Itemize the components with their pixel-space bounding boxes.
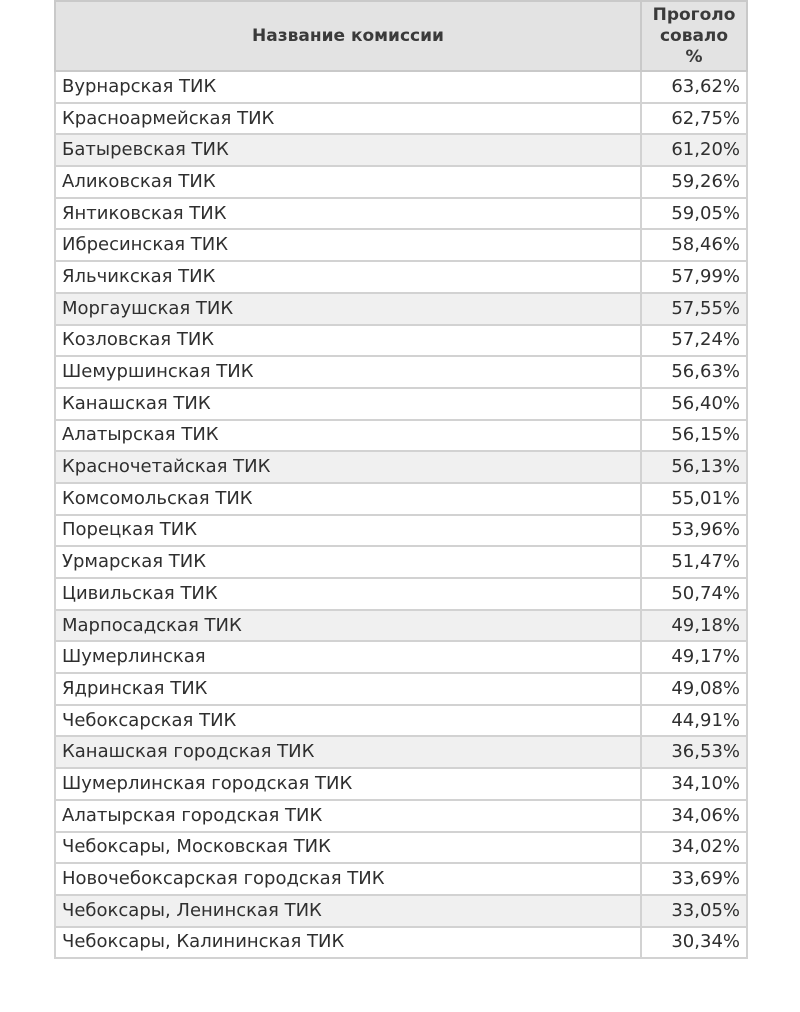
turnout-percent-cell: 61,20% xyxy=(641,134,747,166)
turnout-percent-cell: 63,62% xyxy=(641,71,747,103)
commission-name-cell: Козловская ТИК xyxy=(55,325,641,357)
turnout-percent-cell: 59,26% xyxy=(641,166,747,198)
table-row xyxy=(55,705,747,737)
table-row xyxy=(55,103,747,135)
turnout-percent-cell: 34,06% xyxy=(641,800,747,832)
turnout-percent-cell: 62,75% xyxy=(641,103,747,135)
table-header xyxy=(55,1,747,71)
commission-name-cell: Шемуршинская ТИК xyxy=(55,356,641,388)
table-row xyxy=(55,293,747,325)
commission-name-cell: Канашская ТИК xyxy=(55,388,641,420)
commission-name-cell: Чебоксары, Московская ТИК xyxy=(55,832,641,864)
turnout-table xyxy=(54,0,748,959)
commission-name-cell: Канашская городская ТИК xyxy=(55,736,641,768)
turnout-percent-cell: 30,34% xyxy=(641,927,747,959)
commission-name-cell: Батыревская ТИК xyxy=(55,134,641,166)
header-commission-name: Название комиссии xyxy=(55,1,641,71)
turnout-percent-cell: 34,02% xyxy=(641,832,747,864)
commission-name-cell: Аликовская ТИК xyxy=(55,166,641,198)
table-row xyxy=(55,198,747,230)
turnout-percent-cell: 56,15% xyxy=(641,420,747,452)
turnout-percent-cell: 56,13% xyxy=(641,451,747,483)
header-turnout-line: совало xyxy=(659,25,729,46)
commission-name-cell: Шумерлинская xyxy=(55,641,641,673)
commission-name-cell: Яльчикская ТИК xyxy=(55,261,641,293)
table-row xyxy=(55,610,747,642)
table-row xyxy=(55,578,747,610)
table-row xyxy=(55,71,747,103)
turnout-percent-cell: 34,10% xyxy=(641,768,747,800)
turnout-percent-cell: 56,40% xyxy=(641,388,747,420)
turnout-percent-cell: 58,46% xyxy=(641,229,747,261)
commission-name-cell: Новочебоксарская городская ТИК xyxy=(55,863,641,895)
commission-name-cell: Янтиковская ТИК xyxy=(55,198,641,230)
table-row xyxy=(55,388,747,420)
turnout-percent-cell: 50,74% xyxy=(641,578,747,610)
turnout-percent-cell: 56,63% xyxy=(641,356,747,388)
commission-name-cell: Чебоксары, Калининская ТИК xyxy=(55,927,641,959)
table-row xyxy=(55,800,747,832)
commission-name-cell: Ибресинская ТИК xyxy=(55,229,641,261)
header-turnout-line: Проголо xyxy=(652,4,736,25)
turnout-percent-cell: 55,01% xyxy=(641,483,747,515)
table-row xyxy=(55,483,747,515)
commission-name-cell: Красночетайская ТИК xyxy=(55,451,641,483)
turnout-percent-cell: 59,05% xyxy=(641,198,747,230)
turnout-percent-cell: 33,69% xyxy=(641,863,747,895)
table-row xyxy=(55,736,747,768)
commission-name-cell: Урмарская ТИК xyxy=(55,546,641,578)
turnout-percent-cell: 49,08% xyxy=(641,673,747,705)
table-row xyxy=(55,927,747,959)
turnout-percent-cell: 57,55% xyxy=(641,293,747,325)
table-row xyxy=(55,832,747,864)
table-row xyxy=(55,515,747,547)
commission-name-cell: Чебоксары, Ленинская ТИК xyxy=(55,895,641,927)
turnout-percent-cell: 36,53% xyxy=(641,736,747,768)
turnout-percent-cell: 57,99% xyxy=(641,261,747,293)
turnout-percent-cell: 51,47% xyxy=(641,546,747,578)
commission-name-cell: Алатырская ТИК xyxy=(55,420,641,452)
header-row xyxy=(55,1,747,71)
commission-name-cell: Цивильская ТИК xyxy=(55,578,641,610)
table-row xyxy=(55,166,747,198)
turnout-percent-cell: 44,91% xyxy=(641,705,747,737)
table-row xyxy=(55,325,747,357)
table-row xyxy=(55,356,747,388)
table-row xyxy=(55,451,747,483)
commission-name-cell: Вурнарская ТИК xyxy=(55,71,641,103)
table-row xyxy=(55,641,747,673)
turnout-percent-cell: 33,05% xyxy=(641,895,747,927)
commission-name-cell: Красноармейская ТИК xyxy=(55,103,641,135)
turnout-percent-cell: 53,96% xyxy=(641,515,747,547)
header-turnout-line: % xyxy=(685,46,703,67)
turnout-percent-cell: 57,24% xyxy=(641,325,747,357)
table-row xyxy=(55,134,747,166)
table-row xyxy=(55,768,747,800)
table-row xyxy=(55,420,747,452)
commission-name-cell: Шумерлинская городская ТИК xyxy=(55,768,641,800)
commission-name-cell: Комсомольская ТИК xyxy=(55,483,641,515)
table-row xyxy=(55,673,747,705)
table-body xyxy=(55,71,747,958)
commission-name-cell: Алатырская городская ТИК xyxy=(55,800,641,832)
turnout-percent-cell: 49,17% xyxy=(641,641,747,673)
commission-name-cell: Марпосадская ТИК xyxy=(55,610,641,642)
table-row xyxy=(55,261,747,293)
table-row xyxy=(55,895,747,927)
commission-name-cell: Чебоксарская ТИК xyxy=(55,705,641,737)
turnout-table-container xyxy=(54,0,746,959)
table-row xyxy=(55,863,747,895)
table-row xyxy=(55,546,747,578)
commission-name-cell: Ядринская ТИК xyxy=(55,673,641,705)
turnout-percent-cell: 49,18% xyxy=(641,610,747,642)
commission-name-cell: Моргаушская ТИК xyxy=(55,293,641,325)
header-turnout-percent xyxy=(641,1,747,71)
table-row xyxy=(55,229,747,261)
commission-name-cell: Порецкая ТИК xyxy=(55,515,641,547)
